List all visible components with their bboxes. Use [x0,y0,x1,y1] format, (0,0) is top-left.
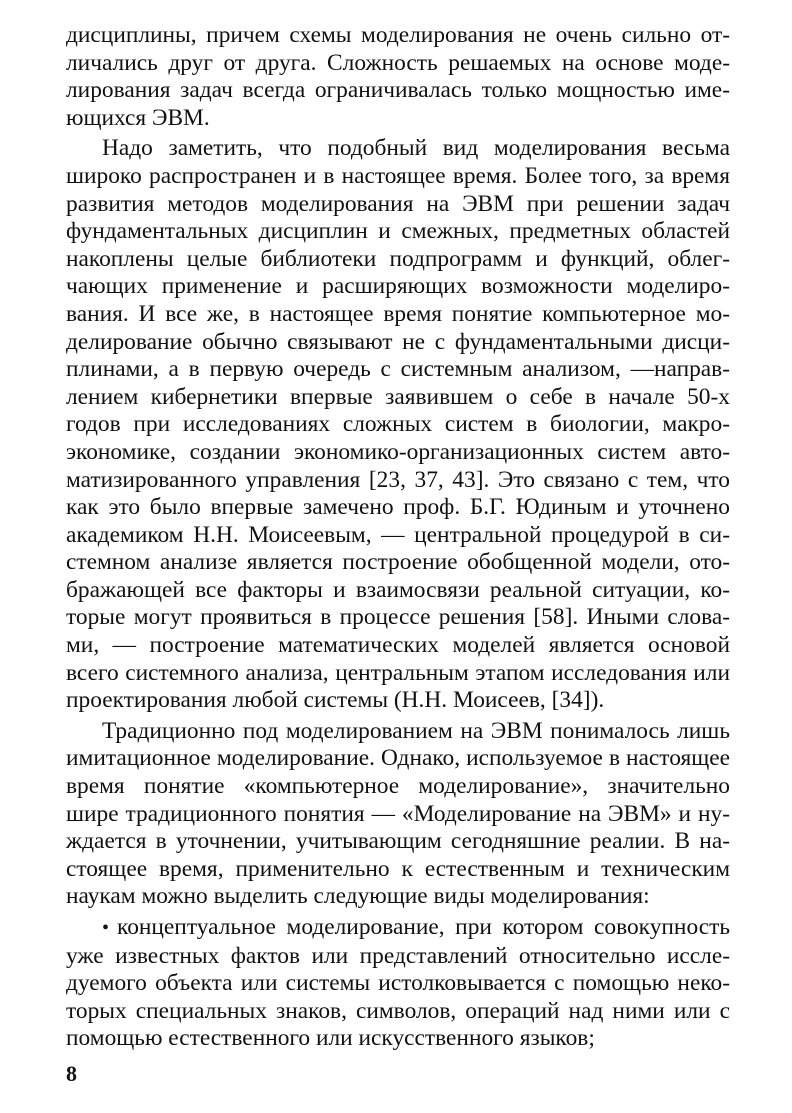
paragraph-continuation: дисциплины, причем схемы моделирования не очень сильно отличались друг от друга. Сложность решаемых на основе моделирования задач всегда ограничивалась только мощностью имеющихся ЭВМ. [66,22,730,131]
list-item-text: концептуальное моделирование, при котором совокупность уже известных фактов или представлений относительно исследуемого объекта или системы истолковывается с помощью некоторых специальных знаков, символов, операций над ними или с помощью естественного или искусственного языков; [66,914,730,1052]
list-item [66,914,730,1053]
page-body [66,22,730,1053]
paragraph-traditional-modeling: Традиционно под моделированием на ЭВМ понималось лишь имитационное моделирование. Однако, используемое в настоящее время понятие «компьютерное моделирование», значительно шире традиционного понятия — «Моделирование на ЭВМ» и нуждается в уточнении, учитывающим сегодняшние реалии. В настоящее время, применительно к естественным и техническим наукам можно выделить следующие виды моделирования: [66,717,730,910]
paragraph-modeling-spread: Надо заметить, что подобный вид моделирования весьма широко распространен и в настоящее время. Более того, за время развития методов моделирования на ЭВМ при решении задач фундаментальных дисциплин и смежных, предметных областей накоплены целые библиотеки подпрограмм и функций, облегчающих применение и расширяющих возможности моделирования. И все же, в настоящее время понятие компьютерное моделирование обычно связывают не с фундаментальными дисциплинами, а в первую очередь с системным анализом, —направлением кибернетики впервые заявившем о себе в начале 50-х годов при исследованиях сложных систем в биологии, макроэкономике, создании экономико-организационных систем автоматизированного управления [23, 37, 43]. Это связано с тем, что как это было впервые замечено проф. Б.Г. Юдиным и уточнено академиком Н.Н. Моисеевым, — центральной процедурой в системном анализе является построение обобщенной модели, отображающей все факторы и взаимосвязи реальной ситуации, которые могут проявиться в процессе решения [58]. Иными словами, — построение математических моделей является основой всего системного анализа, центральным этапом исследования или проектирования любой системы (Н.Н. Моисеев, [34]). [66,135,730,714]
bullet-icon: • [102,917,110,939]
page-number: 8 [66,1061,77,1086]
